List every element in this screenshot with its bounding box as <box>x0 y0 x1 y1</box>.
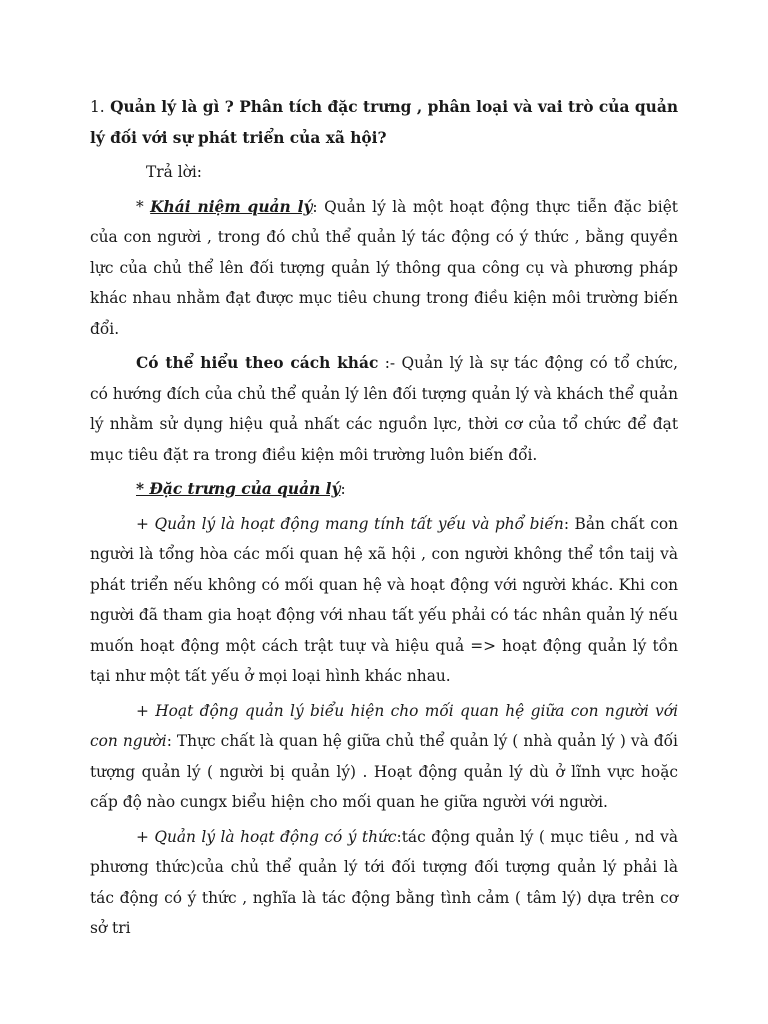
feature-lead: + Quản lý là hoạt động mang tính tất yếu và phổ biến <box>136 514 564 533</box>
feature-text: :tác động quản lý ( mục tiêu , nd và phương thức)của chủ thể quản lý tới đối tượng đối tượng quản lý phải là tác động có ý thức , nghĩa là tác động bằng tình cảm ( tâm lý) dựa trên cơ sở tri <box>90 827 678 937</box>
alternate-definition-paragraph <box>90 348 678 470</box>
feature-lead: + Quản lý là hoạt động có ý thức <box>136 827 397 846</box>
definition-text: : Quản lý là một hoạt động thực tiễn đặc biệt của con người , trong đó chủ thể quản lý tác động có ý thức , bằng quyền lực của chủ thể lên đối tượng quản lý thông qua công cụ và phương pháp khác nhau nhằm đạt được mục tiêu chung trong điều kiện môi trường biến đổi. <box>90 197 678 338</box>
definition-bullet: * <box>136 197 151 216</box>
feature-lead: + Hoạt động quản lý biểu hiện cho mối quan hệ giữa con người với con người <box>90 701 678 750</box>
feature-paragraph <box>90 696 678 818</box>
feature-paragraph <box>90 509 678 692</box>
answer-label: Trả lời: <box>146 163 202 181</box>
question-title <box>90 92 678 153</box>
alternate-text: :- Quản lý là sự tác động có tổ chức, có hướng đích của chủ thể quản lý lên đối tượng quản lý và khách thể quản lý nhằm sử dụng hiệu quả nhất các nguồn lực, thời cơ của tổ chức để đạt mục tiêu đặt ra trong điều kiện môi trường luôn biến đổi. <box>90 354 678 464</box>
definition-term: Khái niệm quản lý <box>150 197 313 216</box>
question-number: 1. <box>90 98 105 116</box>
feature-paragraph <box>90 822 678 944</box>
feature-text: : Thực chất là quan hệ giữa chủ thể quản lý ( nhà quản lý ) và đối tượng quản lý ( người bị quản lý) . Hoạt động quản lý dù ở lĩnh vực hoặc cấp độ nào cungx biểu hiện cho mối quan he giữa người với người. <box>90 732 678 811</box>
alternate-lead: Có thể hiểu theo cách khác <box>136 354 379 372</box>
document-page <box>90 92 678 948</box>
features-heading-suffix: : <box>340 480 346 498</box>
definition-paragraph <box>90 192 678 345</box>
features-heading-text: * Đặc trưng của quản lý <box>136 480 341 498</box>
features-heading <box>90 474 678 505</box>
feature-text: : Bản chất con người là tổng hòa các mối quan hệ xã hội , con người không thể tồn taij và phát triển nếu không có mối quan hệ và hoạt động với người khác. Khi con người đã tham gia hoạt động với nhau tất yếu phải có tác nhân quản lý nếu muốn hoạt động một cách trật tuự và hiệu quả => hoạt động quản lý tồn tại như một tất yếu ở mọi loại hình khác nhau. <box>90 514 678 685</box>
question-text: Quản lý là gì ? Phân tích đặc trưng , phân loại và vai trò của quản lý đối với sự phát triển của xã hội? <box>90 98 679 147</box>
